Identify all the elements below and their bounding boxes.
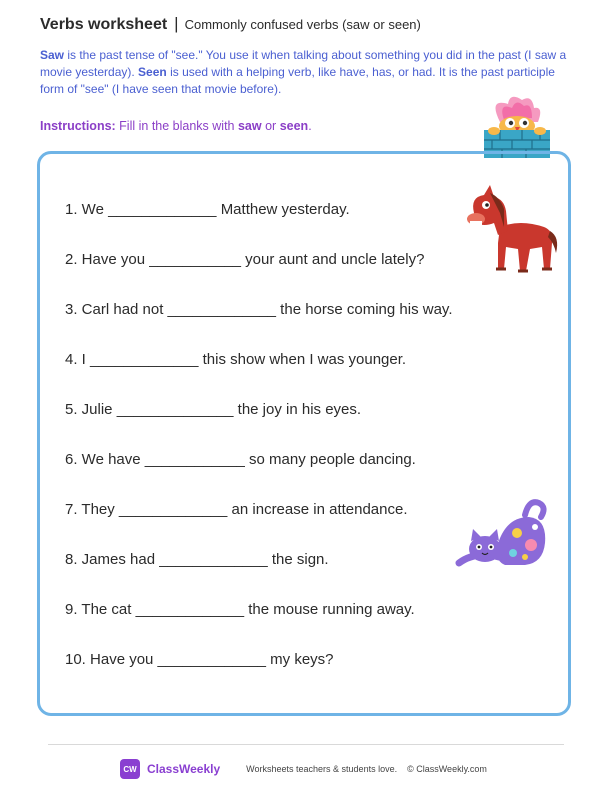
question-5: 5. Julie ______________ the joy in his eyes. [65,401,362,418]
instructions-word-seen: seen [279,119,309,133]
question-6: 6. We have ____________ so many people dancing. [65,451,416,468]
worksheet-header [40,14,421,36]
footer-tagline: Worksheets teachers & students love. [246,764,398,774]
worksheet-subtitle: Commonly confused verbs (saw or seen) [184,17,421,32]
instructions-label: Instructions: [40,119,116,133]
question-8: 8. James had _____________ the sign. [65,551,329,568]
question-4: 4. I _____________ this show when I was younger. [65,351,407,368]
question-2: 2. Have you ___________ your aunt and uncle lately? [65,251,425,268]
instructions-connector: or [261,119,280,133]
saw-explanation: is the past tense of "see." You use it when talking about something you did in the past (I saw a movie yesterday). [40,48,567,79]
seen-keyword: Seen [138,65,167,79]
question-3: 3. Carl had not _____________ the horse coming his way. [65,301,453,318]
seen-explanation: is used with a helping verb, like have, has, or had. It is the past participle form of "see" (I have seen that movie before). [40,65,555,96]
cat-illustration [455,495,565,575]
question-9: 9. The cat _____________ the mouse running away. [65,601,415,618]
question-1: 1. We _____________ Matthew yesterday. [65,201,350,218]
classweekly-logo: CW [120,759,140,779]
brand-name: ClassWeekly [147,762,221,776]
footer-copyright: © ClassWeekly.com [407,764,487,774]
saw-keyword: Saw [40,48,65,62]
worksheet-title: Verbs worksheet [40,16,168,33]
bird-on-wall-illustration [480,92,552,160]
instructions-end: . [308,119,312,133]
footer [120,759,487,779]
question-7: 7. They _____________ an increase in attendance. [65,501,408,518]
title-separator: | [174,14,179,33]
horse-illustration [460,183,560,275]
footer-divider [48,744,564,745]
instructions [40,119,312,133]
instructions-word-saw: saw [237,119,262,133]
question-10: 10. Have you _____________ my keys? [65,651,334,668]
instructions-text: Fill in the blanks with [115,119,238,133]
intro-paragraph [40,47,575,98]
